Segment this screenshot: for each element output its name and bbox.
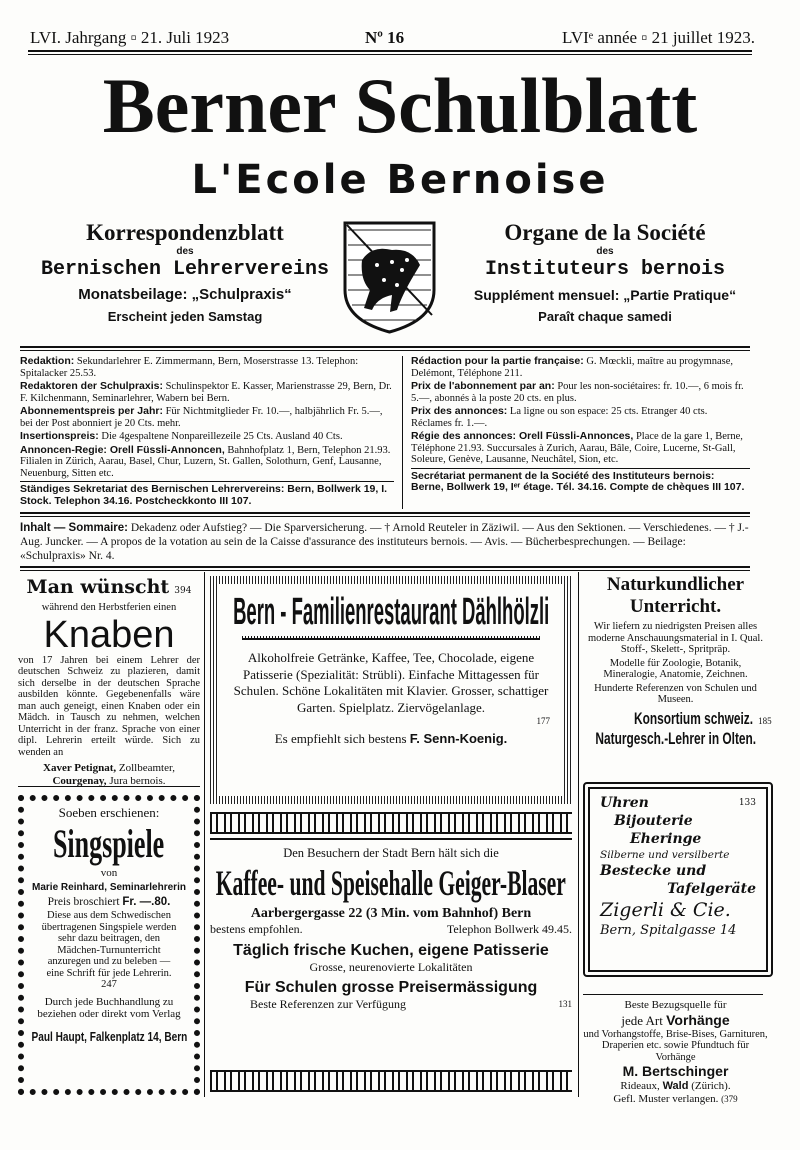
ads-uhren-l6: Tafelgeräte [667,881,756,897]
text-block [583,1012,768,1029]
ad-uhren [583,782,773,977]
ad-naturkunde [583,574,772,749]
ads-vorhaenge-l4: M. Bertschinger [622,1063,729,1079]
info-fr-item [411,406,750,429]
text-block [210,997,572,1012]
text-block [210,922,572,937]
ads-vorhaenge-l1: Beste Bezugsquelle für [624,999,727,1011]
info-de-4-text: Bahnhofplatz 1, Bern, Telephon 21.93. Filialen in Zürich, Aarau, Basel, Chur, Luzern, St. Gallen, Solothurn, Genf, Lausanne, Neuenburg, Sitten etc. [20,444,391,479]
info-fr-item [411,356,750,379]
text-block [18,576,200,602]
ad-kaffeehalle [210,846,572,1012]
bear-crest-icon [342,220,437,335]
text-block [30,908,188,993]
info-fr-1-text: Pour les non-sociétaires: fr. 10.—, 6 mois fr. 5.—, abonnés à la poste 20 cts. en plus. [411,381,744,404]
info-fr-3-text: Place de la gare 1, Berne, Téléphone 21.93. Succursales à Zurich, Aarau, Bâle, Coire, Lucerne, St-Gall, Soleure, Genève, Lausanne, Neuchâtel, Sion, etc. [411,431,743,465]
text-block [30,821,188,867]
info-fr-item [411,381,750,404]
info-fr-1-label: Prix de l'abonnement par an: [411,380,555,392]
ads-knaben-l2: während den Herbstferien einen [41,602,177,613]
ads-singspiele-big: Singspiele [53,821,165,866]
text-block [583,729,768,749]
masthead-left-l2: des [176,246,194,257]
ads-knaben-head: Man wünscht [26,576,170,598]
ads-natur-s2: Naturgesch.-Lehrer in Olten. [595,728,756,748]
divider [583,994,763,995]
ad-singspiele [18,795,200,1095]
ads-vorhaenge-l3: und Vorhangstoffe, Brise-Bises, Garnituren, Draperien etc. sowie Pfundtuch für Vorhänge [583,1028,768,1063]
ads-singspiele-l1: Soeben erschienen: [58,805,160,820]
ads-uhren-num: 133 [738,798,756,808]
ads-vorhaenge-l5b: Wald [662,1080,689,1092]
ads-uhren-l4: Silberne und versilberte [600,849,730,861]
ads-knaben-num: 394 [174,586,192,596]
text-block [30,896,188,909]
ads-kaffee-l4: Täglich frische Kuchen, eigene Patisserie [233,942,549,959]
text-block [232,590,550,634]
ads-kaffee-l6: Für Schulen grosse Preisermässigung [244,979,538,996]
ads-knaben-c1b: Xaver Petignat, [43,762,117,774]
ads-singspiele-price: Fr. —.80. [122,895,171,908]
ads-uhren-l7: Zigerli & Cie. [600,899,731,921]
ads-vorhaenge-l5c: (Zürich). [691,1080,731,1092]
sekretariat-de: Ständiges Sekretariat des Bernischen Lehrervereins: Bern, Bollwerk 19, I. Stock. Telephon 34.16. Postcheckkonto III 107. [20,483,388,507]
ads-kaffee-addr: Aarbergergasse 22 (3 Min. vom Bahnhof) Bern [250,906,532,921]
info-de-item [20,381,394,404]
info-fr-3-label: Régie des annonces: Orell Füssli-Annonces, [411,430,634,442]
masthead-right [450,220,760,325]
info-de-3-label: Insertionspreis: [20,430,99,442]
ads-restaurant-sign: Es empfiehlt sich bestens [274,731,407,746]
issue-number: Nº 16 [365,28,405,47]
info-section [20,346,750,571]
text-block [583,1080,768,1093]
masthead-right-l3: Instituteurs bernois [484,258,726,281]
ads-restaurant-head: Bern - Familienrestaurant Dählhölzli [232,591,550,633]
ad-vorhaenge [583,999,768,1105]
ads-knaben-c2: Jura bernois. [109,774,166,787]
issue-header [30,28,755,48]
masthead-left-l5: Erscheint jeden Samstag [107,309,263,324]
ads-restaurant-signb: F. Senn-Koenig. [409,731,508,746]
text-block [18,762,200,775]
ads-uhren-l1: Uhren [600,795,649,811]
info-fr [411,356,750,509]
info-fr-0-text: G. Mœckli, maître au progymnase, Delémont, Téléphone 211. [411,356,734,379]
rule [20,566,750,571]
ads-natur-head: Naturkundlicher Unterricht. [606,574,745,617]
ornament-border [210,812,572,834]
masthead-right-l1: Organe de la Société [504,220,706,245]
ads-natur-p1: Wir liefern zu niedrigsten Preisen alles moderne Anschauungsmaterial in I. Qual. Stoff-, Skelett-, Spritpräp. [588,621,763,655]
ads-kaffee-l3a: bestens empfohlen. [210,922,303,936]
divider [411,468,750,469]
divider [242,636,540,640]
ads-restaurant-num: 177 [536,716,550,726]
rule [20,346,750,351]
ads-vorhaenge-l6: Gefl. Muster verlangen. [613,1092,719,1105]
masthead-right-l4: Supplément mensuel: „Partie Pratique“ [473,287,737,303]
ad-knaben [18,576,200,787]
divider [578,572,579,1097]
ads-singspiele-author: Marie Reinhard, Seminarlehrerin [32,881,186,893]
ads-knaben-c2b: Courgenay, [52,774,107,787]
ads-knaben-c1: Zollbeamter, [118,762,175,774]
info-de-item [20,445,394,480]
text-block [232,731,550,747]
info-de-1-label: Redaktoren der Schulpraxis: [20,380,163,392]
ads-knaben-big: Knaben [43,613,175,656]
divider [210,838,572,840]
ads-vorhaenge-l2a: jede Art [621,1012,663,1028]
masthead-right-l2: des [596,246,614,257]
info-de-item [20,356,394,379]
info-de-3-text: Die 4gespaltene Nonpareillezeile 25 Cts. Ausland 40 Cts. [101,431,343,442]
text-block [583,1093,768,1106]
ads-singspiele-publisher: Paul Haupt, Falkenplatz 14, Bern [31,1028,187,1044]
info-fr-2-text: La ligne ou son espace: 25 cts. Etranger 40 cts. Réclames fr. 1.—. [411,406,708,429]
ads-singspiele-num: 247 [101,979,117,990]
info-de [20,356,394,509]
masthead-right-l5: Paraît chaque samedi [538,309,672,324]
info-de-1-text: Schulinspektor E. Kasser, Marienstrasse 29, Bern, Dr. F. Kilchenmann, Seminarlehrer, Wabern bei Bern. [20,381,392,404]
text-block [600,794,756,812]
ads-kaffee-l5: Grosse, neurenovierte Lokalitäten [309,960,473,974]
ads-singspiele-price-label: Preis broschiert [47,895,120,908]
text-block [30,1026,188,1045]
info-columns [20,356,750,509]
info-de-0-text: Sekundarlehrer E. Zimmermann, Bern, Moserstrasse 13. Telephon: Spitalacker 25.53. [20,356,359,379]
rule [28,50,752,55]
masthead-left-l4: Monatsbeilage: „Schulpraxis“ [78,286,292,303]
ads-restaurant-body: Alkoholfreie Getränke, Kaffee, Tee, Chocolade, eigene Patisserie (Spezialität: Strübli). Einfache Mittagessen für Schulen. Schöne Lokalitäten mit Klavier. Grosser, schattiger Garten. Spielplatz. Ziervögelanlage. [233,650,549,715]
info-de-item [20,406,394,429]
ads-uhren-l8: Bern, Spitalgasse 14 [600,923,737,938]
ads-kaffee-num: 131 [558,999,572,1009]
ads-vorhaenge-l5a: Rideaux, [620,1080,660,1092]
info-fr-0-label: Rédaction pour la partie française: [411,355,584,367]
masthead-left [30,220,340,325]
text-block [583,708,772,729]
ads-singspiele-order: Durch jede Buchhandlung zu beziehen oder direkt vom Verlag [37,995,181,1020]
masthead-title: Berner Schulblatt [102,62,698,149]
table-of-contents [20,521,750,563]
ads-kaffee-l7: Beste Referenzen zur Verfügung [250,997,407,1011]
sekretariat-fr: Secrétariat permanent de la Société des Instituteurs bernois: Berne, Bollwerk 19, Iᵉʳ étage. Tél. 34.16. Compte de chèques III 107. [411,469,745,493]
contents-label: Inhalt — Sommaire: [20,522,128,534]
ads-natur-num: 185 [758,715,772,726]
ads-vorhaenge-num: (379 [721,1093,738,1104]
ads-singspiele-body: Diese aus dem Schwedischen übertragenen Singspiele werden sehr dazu beitragen, den Mädchen-Turnunterricht anzuregen und zu beleben — eine Schrift für jede Lehrerin. [41,910,177,979]
info-de-2-text: Für Nichtmitglieder Fr. 10.—, halbjährlich Fr. 5.—, bei der Post abonniert je 20 Cts. mehr. [20,406,383,429]
divider [204,572,205,1097]
info-fr-2-label: Prix des annonces: [411,405,508,417]
contents-text: Dekadenz oder Aufstieg? — Die Sparversicherung. — † Arnold Reuteler in Zäziwil. — Aus den Sektionen. — Verschiedenes. — † J.-Aug. Juncker. — A propos de la votation au sein de la Caisse d'assurance des instituteurs bernois. — Avis. — Bücherbesprechungen. — Beilage: «Schulpraxis» Nr. 4. [20,522,749,562]
divider [402,356,403,509]
ads-natur-s1: Konsortium schweiz. [634,708,754,728]
masthead-left-l3: Bernischen Lehrervereins [40,258,330,281]
rule [20,512,750,517]
divider [20,481,394,482]
ads-knaben-body: von 17 Jahren bei einem Lehrer der deutschen Schweiz zu plazieren, damit sich derselbe in der deutschen Sprache ausbilden könnte. Gegebenenfalls wäre man auch geneigt, einen Knaben oder ein Mädch. in Tausch zu nehmen, welchen Unterricht in der franz. Sprache von einer dipl. Lehrerin erteilt würde. Sich zu wenden an [18,654,200,758]
text-block [600,898,756,922]
date-de: LVI. Jahrgang ▫ 21. Juli 1923 [30,28,230,47]
ads-kaffee-l3b: Telephon Bollwerk 49.45. [446,922,572,936]
info-fr-item [411,431,750,466]
info-de-2-label: Abonnementspreis per Jahr: [20,405,163,417]
ad-restaurant [210,576,572,804]
ads-uhren-l2: Bijouterie [614,813,693,829]
masthead-left-l1: Korrespondenzblatt [86,220,284,245]
ads-kaffee-head: Kaffee- und Speisehalle Geiger-Blaser [215,863,567,903]
ads-natur-p2: Modelle für Zoologie, Botanik, Mineralogie, Anatomie, Zeichnen. [603,657,748,680]
divider [18,786,200,787]
ads-uhren-l5: Bestecke und [600,863,707,879]
ads-uhren-l3: Eheringe [630,831,702,847]
info-de-4-label: Annoncen-Regie: Orell Füssli-Annoncen, [20,443,225,456]
info-de-0-label: Redaktion: [20,355,75,367]
ads-vorhaenge-l2b: Vorhänge [666,1011,730,1028]
text-block [210,861,572,905]
date-fr: LVIᵉ année ▫ 21 juillet 1923. [562,28,755,47]
ads-kaffee-l1: Den Besuchern der Stadt Bern hält sich die [283,846,499,860]
info-de-item [20,431,394,443]
ads-singspiele-von: von [100,867,118,879]
ornament-border [210,1070,572,1092]
masthead-subtitle: L'Ecole Bernoise [191,157,609,203]
ads-natur-p3: Hunderte Referenzen von Schulen und Museen. [594,682,757,705]
